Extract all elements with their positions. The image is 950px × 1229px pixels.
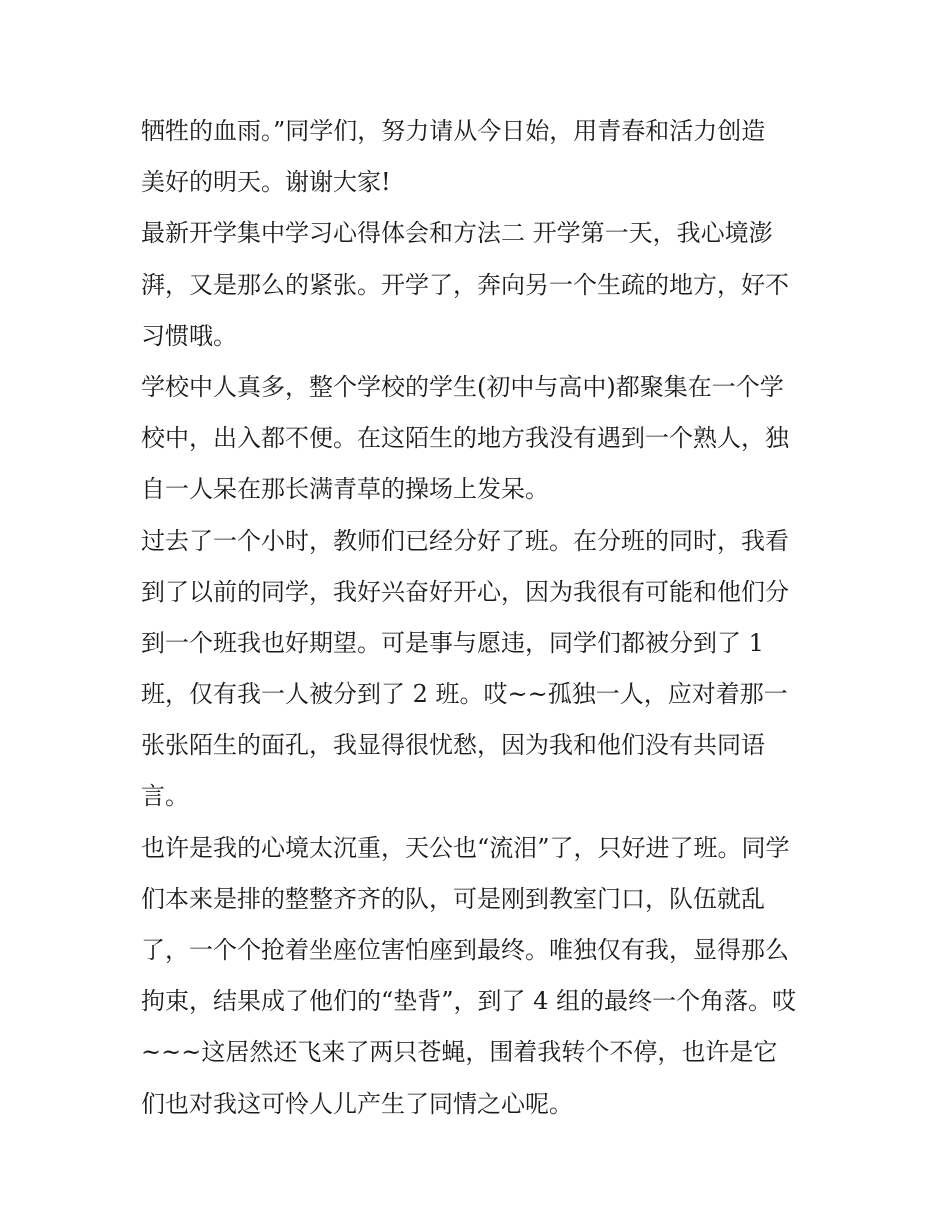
paragraph — [141, 208, 821, 362]
paragraph — [141, 823, 821, 1130]
text-line: 到了以前的同学，我好兴奋好开心，因为我很有可能和他们分 — [141, 577, 789, 606]
text-line: 习惯哦。 — [141, 321, 237, 350]
text-line: 言。 — [141, 782, 189, 811]
text-line: 了，一个个抢着坐座位害怕座到最终。唯独仅有我，显得那么 — [141, 936, 789, 964]
text-line: 自一人呆在那长满青草的操场上发呆。 — [141, 475, 549, 504]
text-line: ~~~这居然还飞来了两只苍蝇，围着我转个不停，也许是它 — [141, 1038, 778, 1067]
text-line: 们本来是排的整整齐齐的队，可是刚到教室门口，队伍就乱 — [141, 884, 765, 913]
paragraph — [141, 362, 821, 516]
text-line: 们也对我这可怜人儿产生了同情之心呢。 — [141, 1089, 573, 1118]
text-line: 湃，又是那么的紧张。开学了，奔向另一个生疏的地方，好不 — [141, 270, 789, 299]
text-line: 学校中人真多，整个学校的学生(初中与高中)都聚集在一个学 — [141, 372, 784, 401]
text-line: 拘束，结果成了他们的“垫背”，到了 4 组的最终一个角落。哎 — [141, 987, 797, 1016]
text-line: 最新开学集中学习心得体会和方法二 开学第一天，我心境澎 — [141, 219, 773, 248]
text-line: 到一个班我也好期望。可是事与愿违，同学们都被分到了 1 — [141, 628, 764, 657]
text-line: 班，仅有我一人被分到了 2 班。哎~~孤独一人，应对着那一 — [141, 680, 788, 709]
text-line: 过去了一个小时，教师们已经分好了班。在分班的同时，我看 — [141, 526, 789, 555]
paragraph — [141, 106, 821, 208]
document-body — [141, 106, 821, 1130]
text-line: 校中，出入都不便。在这陌生的地方我没有遇到一个熟人，独 — [141, 424, 789, 453]
text-line: 美好的明天。谢谢大家! — [141, 168, 391, 197]
paragraph — [141, 516, 821, 823]
text-line: 也许是我的心境太沉重，天公也“流泪”了，只好进了班。同学 — [141, 833, 790, 862]
text-line: 张张陌生的面孔，我显得很忧愁，因为我和他们没有共同语 — [141, 731, 765, 760]
text-line: 牺牲的血雨。”同学们，努力请从今日始，用青春和活力创造 — [141, 117, 766, 145]
